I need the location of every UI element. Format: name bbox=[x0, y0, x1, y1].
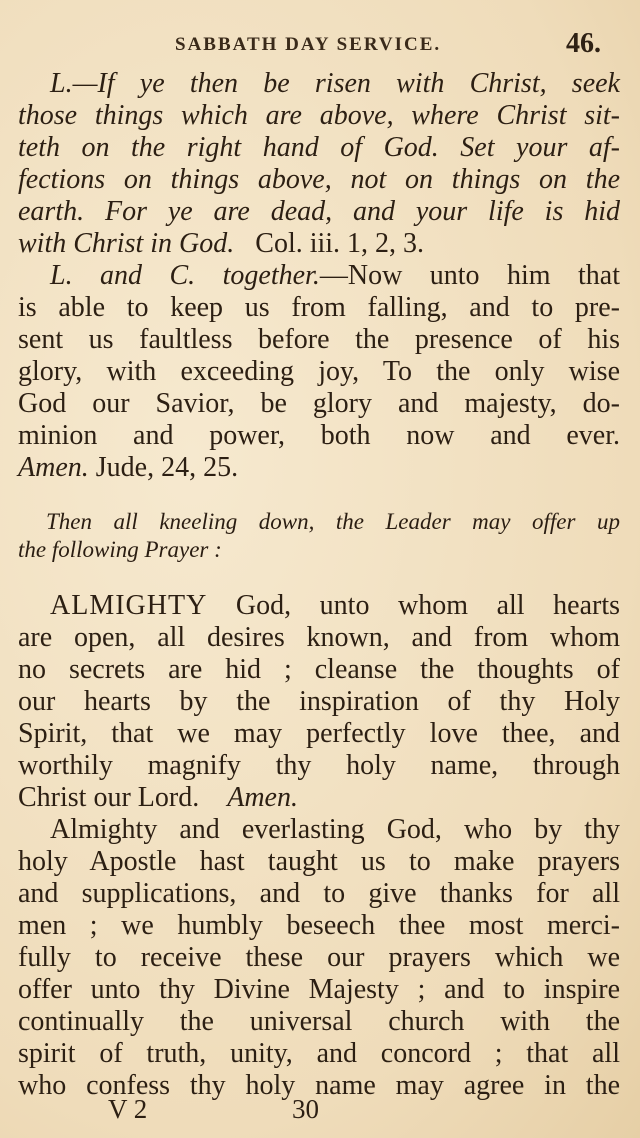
rubric-line: the following Prayer : bbox=[18, 537, 222, 562]
reading1-line: teth on the right hand of God. Set your af- bbox=[18, 132, 620, 163]
prayer2-line: who confess thy holy name may agree in the bbox=[18, 1070, 620, 1101]
prayer2-line: and supplications, and to give thanks for all bbox=[18, 878, 620, 909]
prayer1-first-line bbox=[50, 590, 620, 622]
reading2-line: glory, with exceeding joy, To the only wise bbox=[18, 356, 620, 387]
prayer1-line: worthily magnify thy holy name, through bbox=[18, 750, 620, 781]
prayer1-line: no secrets are hid ; cleanse the thoughts of bbox=[18, 654, 620, 685]
signature-mark: V 2 bbox=[108, 1094, 148, 1124]
page-number: 46. bbox=[566, 28, 601, 59]
reading2-line: minion and power, both now and ever. bbox=[18, 420, 620, 451]
reading2-intro-rest: —Now unto him that bbox=[319, 260, 620, 291]
reading1-line: those things which are above, where Christ sit- bbox=[18, 100, 620, 131]
running-head: SABBATH DAY SERVICE. bbox=[175, 34, 442, 55]
reading1-last-line bbox=[18, 228, 620, 260]
page-header bbox=[0, 28, 640, 68]
reading1-last-italic: with Christ in God. bbox=[18, 228, 235, 259]
prayer1-line: our hearts by the inspiration of thy Holy bbox=[18, 686, 620, 717]
reading1-line: earth. For ye are dead, and your life is hid bbox=[18, 196, 620, 227]
reading2-last-line bbox=[18, 452, 620, 484]
prayer1-line: Spirit, that we may perfectly love thee, and bbox=[18, 718, 620, 749]
reading2-line: God our Savior, be glory and majesty, do- bbox=[18, 388, 620, 419]
prayer2-line: holy Apostle hast taught us to make prayers bbox=[18, 846, 620, 877]
reading2-intro-line bbox=[50, 260, 620, 292]
page-footer bbox=[0, 1094, 640, 1134]
reading2-intro-italic: L. and C. together. bbox=[50, 260, 320, 291]
reading1-line: L.—If ye then be risen with Christ, seek bbox=[50, 68, 620, 99]
prayer1-last-text: Christ our Lord. bbox=[18, 782, 200, 813]
scripture-reference: Col. iii. 1, 2, 3. bbox=[255, 228, 425, 259]
prayer1-first-rest: God, unto whom all hearts bbox=[235, 590, 621, 621]
amen: Amen. bbox=[18, 452, 89, 483]
prayer1-first-word: ALMIGHTY bbox=[50, 590, 208, 621]
prayer2-line: continually the universal church with the bbox=[18, 1006, 620, 1037]
prayer2-line: Almighty and everlasting God, who by thy bbox=[50, 814, 620, 845]
prayer2-line: fully to receive these our prayers which we bbox=[18, 942, 620, 973]
prayer1-line: are open, all desires known, and from whom bbox=[18, 622, 620, 653]
folio-number: 30 bbox=[292, 1094, 319, 1124]
prayer1-last-line bbox=[18, 782, 620, 814]
amen: Amen. bbox=[227, 782, 298, 813]
rubric-line: Then all kneeling down, the Leader may offer up bbox=[46, 509, 620, 534]
reading1-line: fections on things above, not on things on the bbox=[18, 164, 620, 195]
reading2-line: sent us faultless before the presence of his bbox=[18, 324, 620, 355]
scripture-reference: Jude, 24, 25. bbox=[95, 452, 239, 483]
prayer2-line: spirit of truth, unity, and concord ; that all bbox=[18, 1038, 620, 1069]
prayer2-line: men ; we humbly beseech thee most merci- bbox=[18, 910, 620, 941]
reading2-line: is able to keep us from falling, and to pre- bbox=[18, 292, 620, 323]
prayer2-line: offer unto thy Divine Majesty ; and to inspire bbox=[18, 974, 620, 1005]
